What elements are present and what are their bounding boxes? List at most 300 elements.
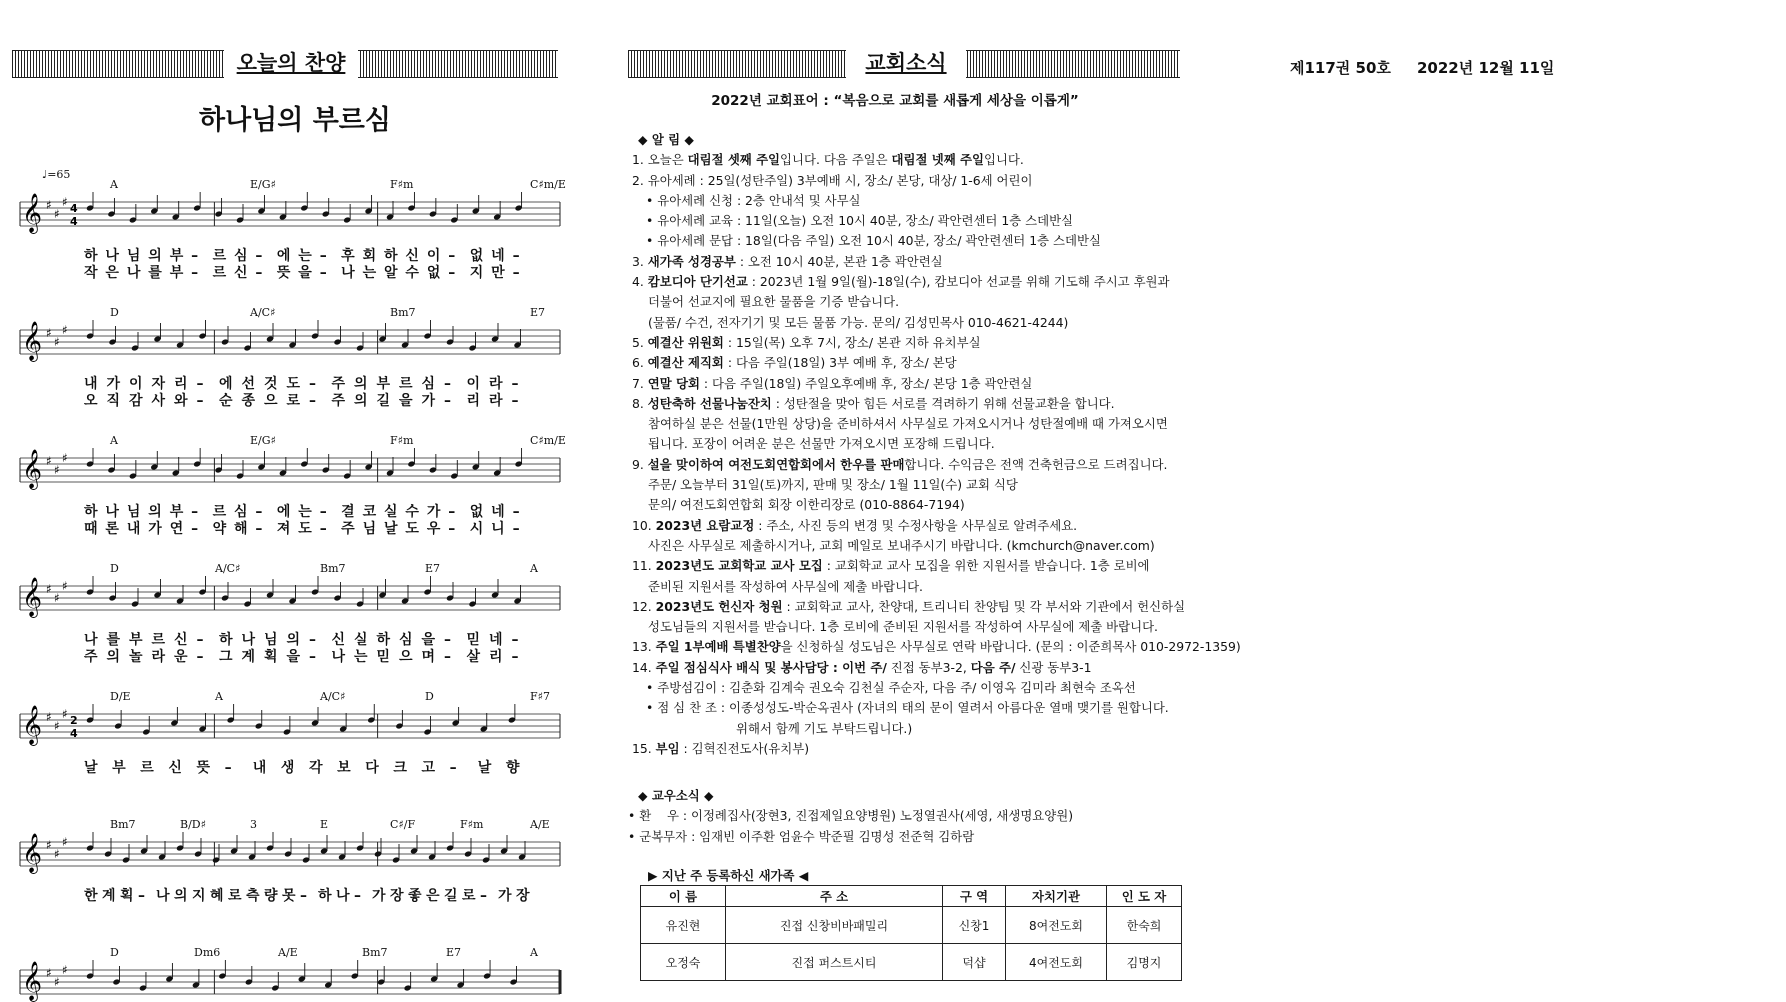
lyric-syllable: 것 [264,376,278,392]
sharp-icon: ♯ [54,463,60,477]
lyric-syllable: – [309,393,316,409]
time-sig-bottom: 4 [70,215,78,228]
cell-guide: 김명지 [1107,944,1182,981]
lyric-syllable: 도 [286,376,301,392]
lyric-syllable: 를 [106,632,121,648]
lyric-syllable: – [319,504,327,520]
lyric-syllable: 의 [106,649,121,665]
lyric-syllable: 획 [120,888,134,904]
cell-group: 8여전도회 [1006,907,1107,944]
lyric-syllable: – [444,376,451,392]
lyric-syllable: 주 [84,649,98,665]
cell-address: 진접 퍼스트시티 [726,944,943,981]
chord-symbol: C♯/F [390,818,416,831]
lyric-syllable: 수 [405,265,419,281]
lyric-syllable: 크 [393,760,407,776]
lyric-syllable: – [191,504,199,520]
lyric-syllable: 심 [399,632,413,648]
lyric-syllable: 주 [341,521,355,537]
chord-symbol: A [215,690,223,703]
notice-line: 문의/ 여전도회연합회 회장 이한리장로 (010-8864-7194) [648,497,965,513]
lyric-syllable: – [448,521,456,537]
chord-symbol: A/C♯ [215,562,241,575]
lyric-syllable: – [444,393,451,409]
lyric-syllable: 은 [105,265,119,281]
lyric-syllable: 때 [84,521,98,537]
time-sig-top: 4 [70,202,78,215]
lyric-syllable: 하 [84,248,98,264]
lyric-syllable: – [309,649,316,665]
sharp-icon: ♯ [54,207,60,221]
chord-symbol: A/E [530,818,550,831]
notice-line: 됩니다. 포장이 어려운 분은 선물만 가져오시면 포장해 드립니다. [648,436,995,452]
lyric-syllable: 으 [264,393,278,409]
lyric-syllable: 주 [331,376,346,392]
lyric-syllable: 르 [212,265,227,281]
chord-symbol: F♯m [390,178,414,191]
lyric-syllable: 로 [462,888,476,904]
lyric-syllable: 도 [405,521,419,537]
lyric-syllable: 측 [246,888,260,904]
lyric-syllable: 르 [151,632,166,648]
lyric-syllable: 는 [362,265,377,281]
lyric-syllable: 그 [219,649,233,665]
lyric-syllable: 좋 [408,888,422,904]
lyric-syllable: – [512,521,520,537]
lyric-syllable: 르 [140,760,154,776]
lyric-syllable: 부 [112,760,126,776]
lyric-syllable: – [512,504,520,520]
lyric-syllable: 가 [106,376,121,392]
lyric-syllable: 연 [169,521,184,537]
lyric-syllable: 신 [405,248,419,264]
lyric-syllable: 부 [169,248,184,264]
lyric-syllable: 실 [384,504,398,520]
lyric-syllable: 계 [102,888,116,904]
notice-line: • 주방섬김이 : 김춘화 김계숙 권오숙 김천실 주순자, 다음 주/ 이영옥 김미라 최현숙 조옥선 [646,680,1136,696]
lyric-syllable: 부 [169,504,184,520]
lyric-syllable: – [196,649,204,665]
member-news-section [628,786,1073,847]
lyric-syllable: 와 [174,393,188,409]
lyric-syllable: – [196,632,204,648]
lyric-syllable: – [319,248,327,264]
lyric-syllable: 로 [286,393,301,409]
notice-line: 9. 설을 맞이하여 여전도회연합회에서 한우를 판매합니다. 수익금은 전액 건축헌금으로 드려집니다. [632,456,1168,472]
lyric-syllable: 네 [489,632,503,648]
chord-symbol: A [530,946,538,959]
hymn-header-label: 오늘의 찬양 [224,50,358,78]
music-score [12,160,566,1001]
lyric-syllable: 의 [174,888,188,904]
lyric-syllable: 르 [212,504,227,520]
lyric-syllable: 로 [228,888,242,904]
notice-line: 14. 주일 점심식사 배식 및 봉사담당 : 이번 주/ 진접 동부3-2, 다음 주/ 신광 동부3-1 [632,659,1092,675]
lyric-syllable: 라 [489,393,503,409]
lyric-syllable: 내 [126,521,141,537]
lyric-syllable: 도 [298,521,312,537]
notice-line: • 유아세례 신청 : 2층 안내석 및 사무실 [646,192,861,208]
new-family-table [640,885,1182,981]
notice-line: 10. 2023년 요람교정 : 주소, 사진 등의 변경 및 수정사항을 사무실로 알려주세요. [632,517,1078,533]
notice-line: 위해서 함께 기도 부탁드립니다.) [736,720,913,736]
notice-list [628,150,1241,759]
tempo-mark: ♩=65 [42,168,71,181]
sharp-icon: ♯ [46,966,52,980]
lyric-syllable: 못 [282,888,296,904]
lyric-syllable: – [480,888,487,904]
lyric-syllable: – [191,265,199,281]
lyric-syllable: 부 [129,632,143,648]
chord-symbol: A [530,562,538,575]
lyric-syllable: 리 [489,649,503,665]
lyric-syllable: 작 [84,265,98,281]
lyric-syllable: 네 [491,504,505,520]
notice-line: 성도님들의 지원서를 받습니다. 1층 로비에 준비된 지원서를 작성하여 사무실에 제출 바랍니다. [648,619,1158,635]
sharp-icon: ♯ [62,323,68,337]
lyric-syllable: 약 [212,521,227,537]
lyric-syllable: 해 [234,521,248,537]
lyric-syllable: 님 [126,248,141,264]
lyric-syllable: 획 [264,649,278,665]
lyric-syllable: 수 [405,504,419,520]
lyric-syllable: – [511,649,519,665]
cell-guide: 한숙희 [1107,907,1182,944]
table-row [641,907,1182,944]
lyric-syllable: 뜻 [196,760,211,776]
chord-symbol: C♯m/E [530,434,566,447]
lyric-syllable: – [300,888,307,904]
sharp-icon: ♯ [54,335,60,349]
lyric-syllable: 며 [421,649,436,665]
col-group: 자치기관 [1006,886,1107,907]
notice-line: 12. 2023년도 헌신자 청원 : 교회학교 교사, 찬양대, 트리니티 찬양팀 및 각 부서와 기관에서 헌신하실 [632,598,1186,614]
lyric-syllable: 하 [84,504,98,520]
lyric-syllable: 생 [280,760,295,776]
lyric-syllable: 르 [399,376,413,392]
lyric-syllable: 량 [264,888,278,904]
chord-symbol: B/D♯ [180,818,206,831]
lyric-syllable: – [191,521,199,537]
lyric-syllable: 선 [241,376,256,392]
cell-address: 진접 신창비바패밀리 [726,907,943,944]
news-header-label: 교회소식 [846,50,966,78]
lyric-syllable: 는 [298,248,312,264]
notice-line: 2. 유아세례 : 25일(성탄주일) 3부예배 시, 장소/ 본당, 대상/ 1-6세 어린이 [632,172,1033,188]
notice-line: 준비된 지원서를 작성하여 사무실에 제출 바랍니다. [648,578,923,594]
lyric-syllable: – [319,265,327,281]
lyric-syllable: 라 [151,649,166,665]
lyric-syllable: 자 [151,376,166,392]
lyric-syllable: 없 [426,265,441,281]
lyric-syllable: 보 [337,760,351,776]
cell-name: 유진현 [641,907,726,944]
lyric-syllable: 에 [276,504,291,520]
lyric-syllable: – [511,376,519,392]
treble-clef-icon: 𝄞 [22,577,43,617]
lyric-syllable: – [512,265,520,281]
chord-symbol: F♯m [460,818,484,831]
lyric-syllable: – [444,632,451,648]
lyric-syllable: 놀 [129,649,143,665]
chord-symbol: E/G♯ [250,178,276,191]
lyric-syllable: – [196,393,204,409]
lyric-syllable: 을 [399,393,413,409]
notice-line: • 유아세례 교육 : 11일(오늘) 오전 10시 40분, 장소/ 곽안련센터 1층 스데반실 [646,213,1074,229]
lyric-syllable: 르 [212,248,227,264]
notice-line: 7. 연말 당회 : 다음 주일(18일) 주일오후예배 후, 장소/ 본당 1층 곽안련실 [632,375,1033,391]
lyric-syllable: – [255,521,263,537]
lyric-syllable: 코 [362,504,377,520]
col-guide: 인 도 자 [1107,886,1182,907]
lyric-syllable: 회 [362,248,377,264]
lyric-syllable: 주 [331,393,346,409]
lyric-syllable: 가 [148,521,162,537]
chord-symbol: A [110,178,118,191]
chord-symbol: A [110,434,118,447]
lyric-syllable: 가 [421,393,436,409]
lyric-syllable: 가 [426,504,441,520]
lyric-syllable: 향 [505,760,520,776]
sharp-icon: ♯ [54,591,60,605]
notice-line: 3. 새가족 성경공부 : 오전 10시 40분, 본관 1층 곽안련실 [632,253,943,269]
notice-line: 8. 성탄축하 선물나눔잔치 : 성탄절을 맞아 힘든 서로를 격려하기 위해 선물교환을 합니다. [632,395,1115,411]
lyric-syllable: 혜 [210,888,224,904]
lyric-syllable: 론 [105,521,119,537]
sharp-icon: ♯ [62,707,68,721]
notice-line: 4. 캄보디아 단기선교 : 2023년 1월 9일(월)-18일(수), 캄보디아 선교를 위해 기도해 주시고 후원과 [632,274,1170,290]
lyric-syllable: – [255,265,263,281]
lyric-syllable: 네 [491,248,505,264]
chord-symbol: Bm7 [110,818,136,831]
lyric-syllable: 나 [336,888,350,904]
lyric-syllable: – [448,504,456,520]
lyric-syllable: 다 [365,760,379,776]
chord-symbol: A/E [278,946,298,959]
lyric-syllable: 의 [286,632,301,648]
lyric-syllable: 나 [105,504,119,520]
lyric-syllable: 날 [384,521,398,537]
notice-line: 6. 예결산 제직회 : 다음 주일(18일) 3부 예배 후, 장소/ 본당 [632,355,957,371]
lyric-syllable: 님 [264,632,278,648]
new-family-title: ▶ 지난 주 등록하신 새가족 ◀ [648,868,809,883]
lyric-syllable: 리 [174,376,188,392]
lyric-syllable: 에 [276,248,291,264]
lyric-syllable: – [448,248,456,264]
hymn-header-bar [12,50,558,78]
member-news-title: ◆ 교우소식 ◆ [638,788,714,803]
notice-line: (물품/ 수건, 전자기기 및 모든 물품 가능. 문의/ 김성민목사 010-4621-4244) [648,314,1069,330]
lyric-syllable: 지 [192,888,206,904]
lyric-syllable: 부 [169,265,184,281]
sharp-icon: ♯ [62,195,68,209]
lyric-syllable: 라 [489,376,503,392]
chord-symbol: E7 [446,946,462,959]
lyric-syllable: 은 [426,888,440,904]
sharp-icon: ♯ [54,847,60,861]
sharp-icon: ♯ [54,975,60,989]
lyric-syllable: – [448,265,456,281]
chord-symbol: C♯m/E [530,178,566,191]
lyric-syllable: 신 [234,265,248,281]
cell-district: 덕샵 [943,944,1006,981]
lyric-syllable: 는 [298,504,312,520]
lyric-syllable: 믿 [466,632,481,648]
sharp-icon: ♯ [62,835,68,849]
lyric-syllable: 직 [106,393,121,409]
lyric-syllable: 날 [477,760,492,776]
lyric-syllable: 가 [372,888,386,904]
lyric-syllable: 나 [84,632,98,648]
lyric-syllable: 는 [354,649,368,665]
lyric-syllable: 을 [286,649,301,665]
lyric-syllable: 만 [491,265,505,281]
lyric-syllable: 나 [126,265,141,281]
chord-symbol: D/E [110,690,131,703]
lyric-syllable: 한 [84,888,98,904]
chord-symbol: Bm7 [362,946,388,959]
treble-clef-icon: 𝄞 [22,193,43,233]
lyric-syllable: 져 [276,521,291,537]
chord-symbol: E7 [530,306,546,319]
lyric-syllable: 뜻 [276,265,291,281]
lyric-syllable: 신 [331,632,346,648]
lyric-syllable: 을 [421,632,436,648]
sharp-icon: ♯ [62,579,68,593]
lyric-syllable: 의 [148,248,162,264]
cell-group: 4여전도회 [1006,944,1107,981]
lyric-syllable: 각 [309,760,323,776]
lyric-syllable: – [444,649,451,665]
lyric-syllable: 결 [341,504,355,520]
lyric-syllable: 하 [376,632,391,648]
notice-line: 1. 오늘은 대림절 셋째 주일입니다. 다음 주일은 대림절 넷째 주일입니다. [632,152,1024,168]
church-motto: 2022년 교회표어 : “복음으로 교회를 새롭게 세상을 이롭게” [711,93,1079,109]
chord-symbol: D [110,562,119,575]
lyric-syllable: 나 [331,649,346,665]
lyric-syllable: 장 [390,888,404,904]
col-address: 주 소 [726,886,943,907]
lyric-syllable: – [354,888,361,904]
lyric-syllable: 장 [516,888,530,904]
chord-symbol: A/C♯ [250,306,276,319]
lyric-syllable: 나 [241,632,256,648]
lyric-syllable: 알 [384,265,398,281]
chord-symbol: E [320,818,329,831]
table-row [641,944,1182,981]
lyric-syllable: 하 [219,632,233,648]
chord-symbol: F♯7 [530,690,550,703]
treble-clef-icon: 𝄞 [22,705,43,745]
lyric-syllable: 을 [298,265,312,281]
lyric-syllable: 심 [234,504,248,520]
lyric-syllable: 에 [219,376,233,392]
sharp-icon: ♯ [46,710,52,724]
lyric-syllable: 시 [469,521,484,537]
notice-line: 5. 예결산 위원회 : 15일(목) 오후 7시, 장소/ 본관 지하 유치부실 [632,334,981,350]
lyric-syllable: – [255,504,263,520]
lyric-syllable: 가 [498,888,512,904]
lyric-syllable: 부 [376,376,391,392]
lyric-syllable: – [449,760,457,776]
lyric-syllable: 하 [318,888,332,904]
sharp-icon: ♯ [46,582,52,596]
notice-line: 참여하실 분은 선물(1만원 상당)을 준비하셔서 사무실로 가져오시거나 성탄절예배 때 가져오시면 [648,416,1168,432]
news-header-bar [628,50,1180,78]
chord-symbol: A/C♯ [320,690,346,703]
notice-line: 더불어 선교지에 필요한 물품을 기증 받습니다. [648,294,900,310]
lyric-syllable: 순 [219,393,233,409]
lyric-syllable: 를 [148,265,162,281]
lyric-syllable: 으 [399,649,413,665]
notice-line: 13. 주일 1부예배 특별찬양을 신청하실 성도님은 사무실로 연락 바랍니다. (문의 : 이준희목사 010-2972-1359) [632,639,1241,655]
sharp-icon: ♯ [54,719,60,733]
chord-symbol: D [425,690,434,703]
lyric-syllable: 신 [174,632,188,648]
lyric-syllable: – [512,248,520,264]
member-news-military: • 군복무자 : 임재빈 이주환 엄윤수 박준필 김명성 전준혁 김하람 [628,828,975,844]
chord-symbol: Bm7 [390,306,416,319]
lyric-syllable: – [138,888,145,904]
lyric-syllable: 의 [148,504,162,520]
lyric-syllable: 우 [426,521,441,537]
lyric-syllable: – [511,393,519,409]
lyric-syllable: 믿 [376,649,391,665]
lyric-syllable: 하 [384,248,398,264]
lyric-syllable: – [224,760,232,776]
lyric-syllable: – [309,632,316,648]
sharp-icon: ♯ [62,963,68,977]
notice-line: • 유아세례 문답 : 18일(다음 주일) 오전 10시 40분, 장소/ 곽안련센터 1층 스데반실 [646,233,1101,249]
lyric-syllable: 이 [129,376,143,392]
chord-symbol: Bm7 [320,562,346,575]
lyric-syllable: 나 [105,248,119,264]
lyric-syllable: 운 [174,649,188,665]
notice-line: 11. 2023년도 교회학교 교사 모집 : 교회학교 교사 모집을 위한 지원서를 받습니다. 1층 로비에 [632,558,1150,574]
lyric-syllable: – [309,376,316,392]
lyric-syllable: 살 [466,649,481,665]
lyric-syllable: 님 [362,521,377,537]
notices-section [628,130,1241,759]
hymn-title: 하나님의 부르심 [199,105,391,136]
chord-symbol: D [110,946,119,959]
lyric-syllable: 내 [84,376,98,392]
cell-district: 신창1 [943,907,1006,944]
notice-line: 사진은 사무실로 제출하시거나, 교회 메일로 보내주시기 바랍니다. (kmchurch@naver.com) [648,537,1155,553]
time-sig-bottom: 4 [70,727,78,740]
lyric-syllable: 리 [466,393,481,409]
table-header-row [641,886,1182,907]
lyric-syllable: 실 [354,632,368,648]
notice-line: 15. 부임 : 김혁진전도사(유치부) [632,740,810,756]
lyric-syllable: 후 [341,248,355,264]
lyric-syllable: 내 [252,760,267,776]
member-news-sick: • 환 우 : 이정례집사(장현3, 진접제일요양병원) 노정열권사(세영, 새생명요양원) [628,808,1074,824]
lyric-syllable: 없 [469,504,484,520]
lyric-syllable: 사 [151,393,166,409]
sharp-icon: ♯ [62,451,68,465]
chord-symbol: D [110,306,119,319]
chord-symbol: E/G♯ [250,434,276,447]
lyric-syllable: 계 [241,649,256,665]
col-name: 이 름 [641,886,726,907]
treble-clef-icon: 𝄞 [22,961,43,1001]
chord-symbol: F♯m [390,434,414,447]
lyric-syllable: – [191,248,199,264]
lyric-syllable: 의 [354,393,368,409]
lyric-syllable: 종 [241,393,256,409]
notice-line: • 점 심 찬 조 : 이종성성도-박순옥권사 (자녀의 태의 문이 열려서 아름다운 열매 맺기를 원합니다. [646,700,1169,716]
